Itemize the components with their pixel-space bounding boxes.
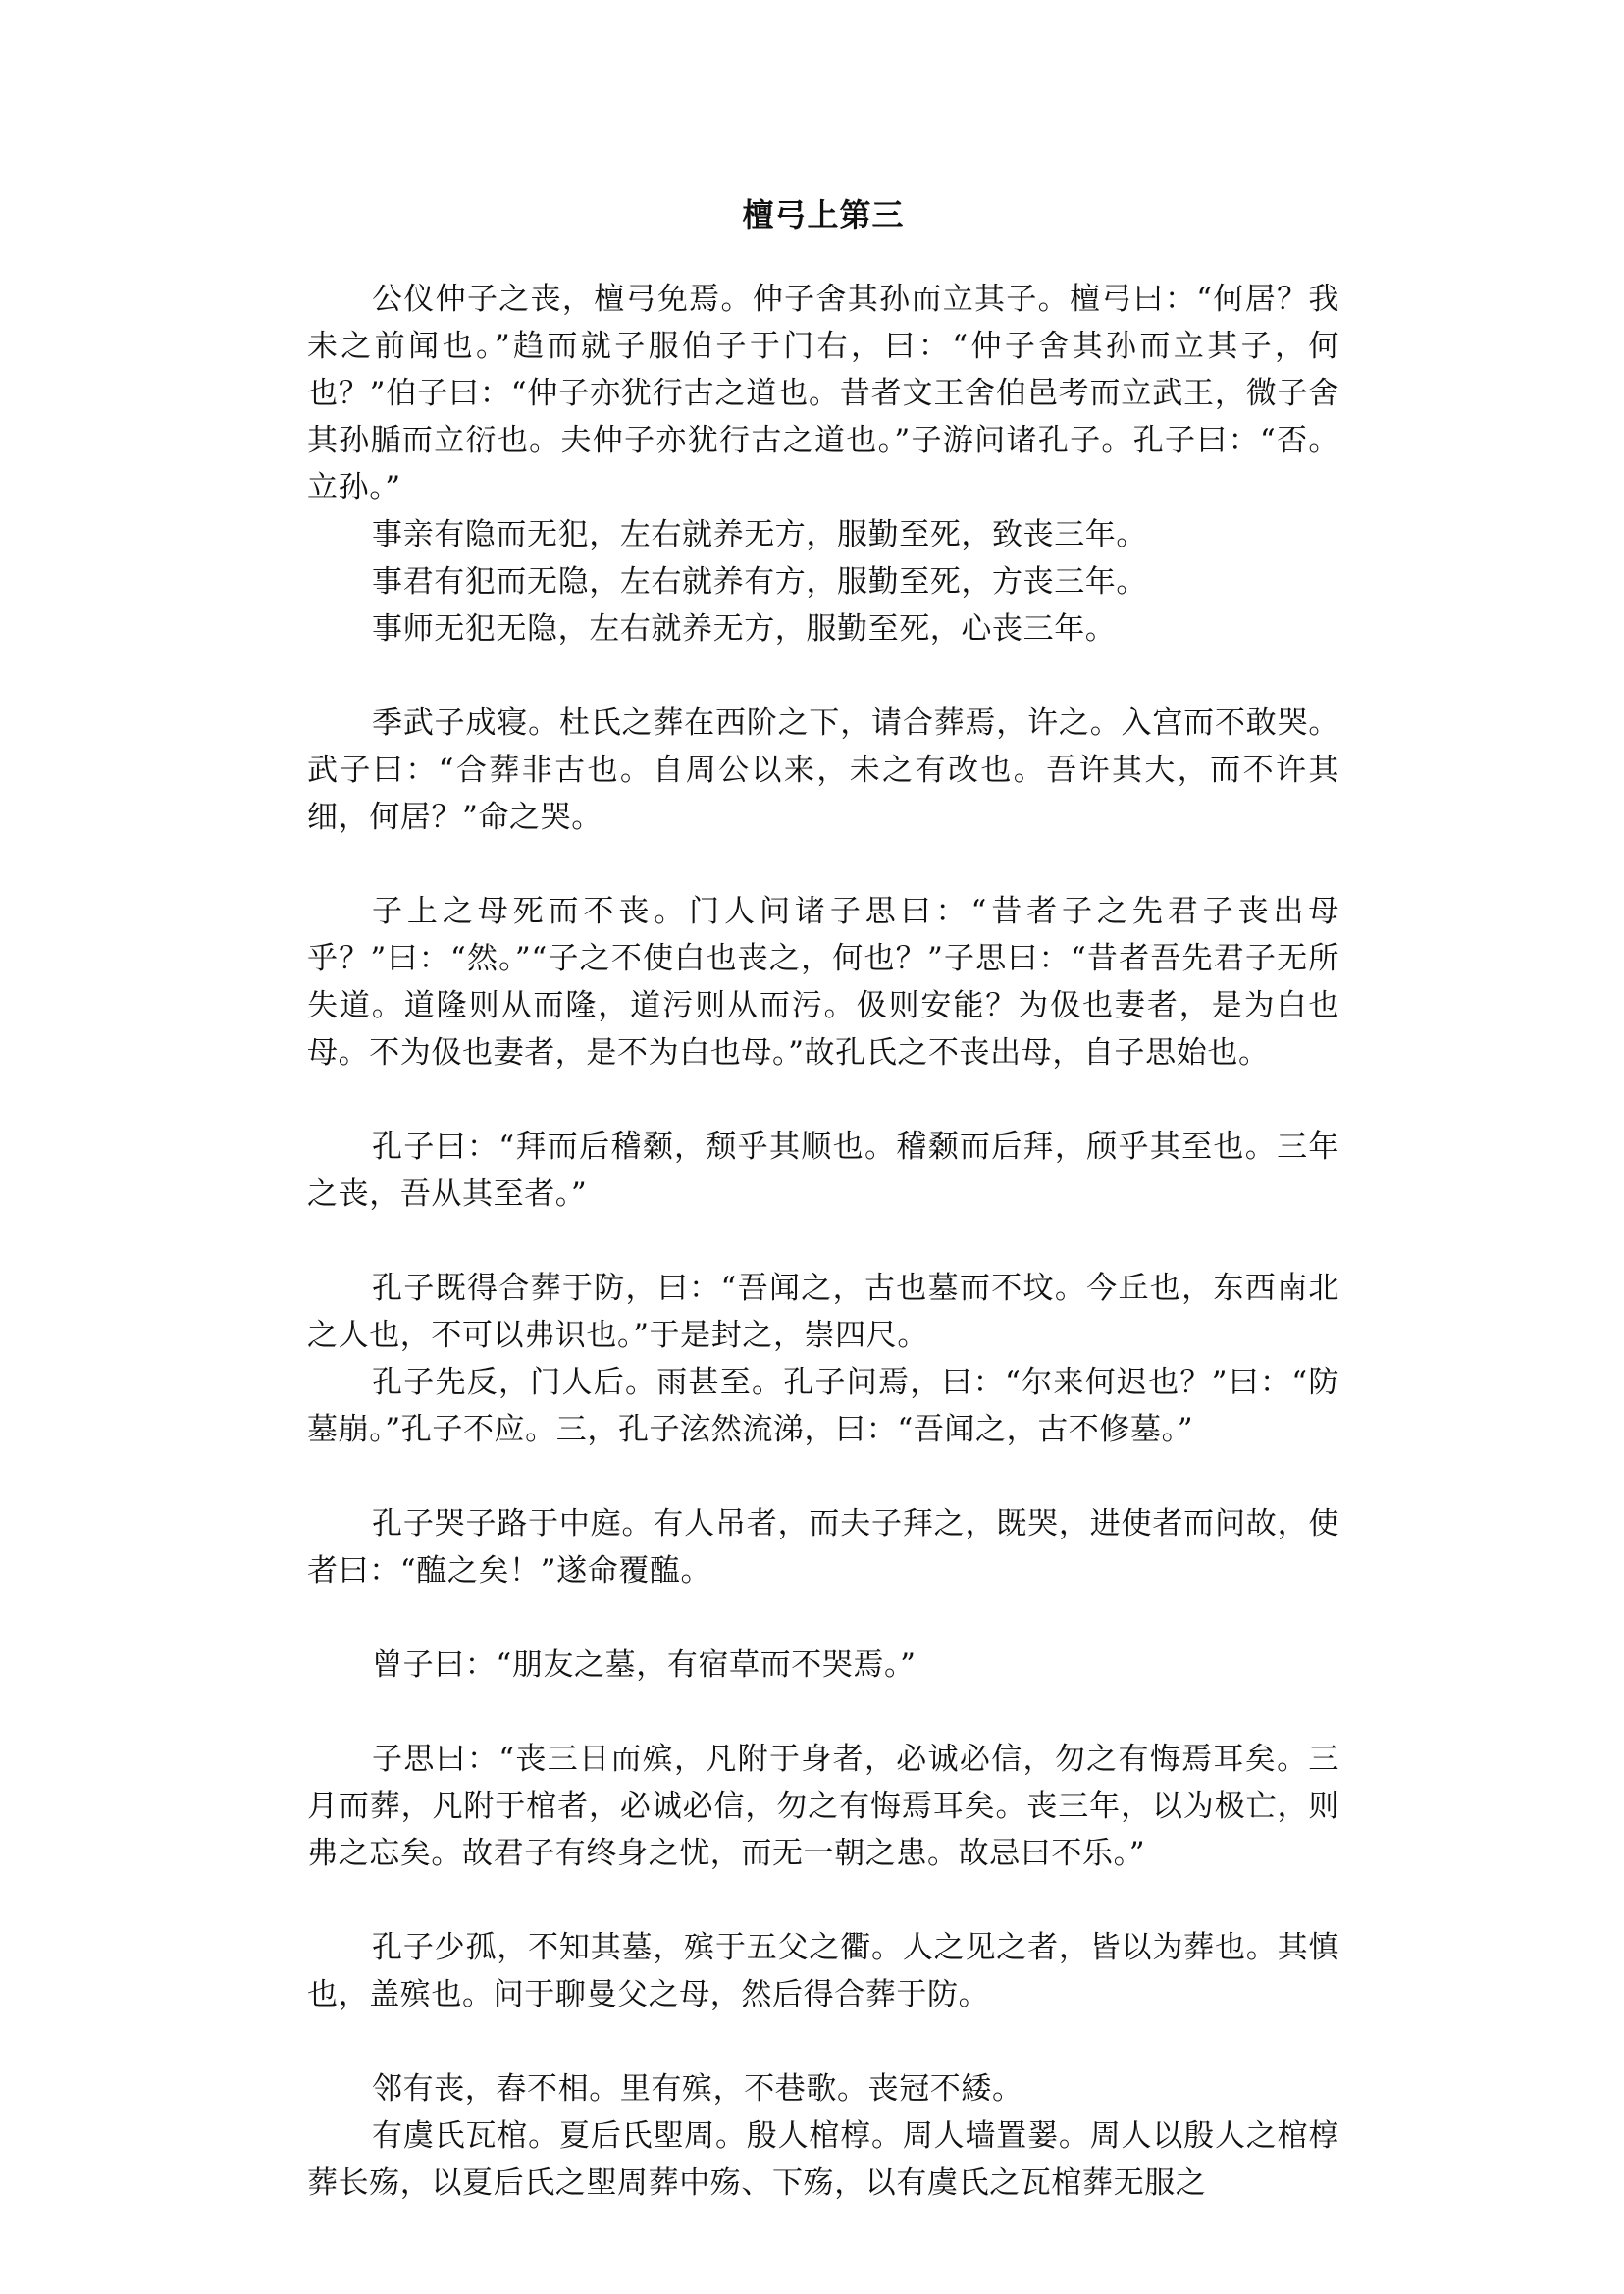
paragraph: 公仪仲子之丧，檀弓免焉。仲子舍其孙而立其子。檀弓曰：“何居？我未之前闻也。”趋而就子服伯子于门右，曰：“仲子舍其孙而立其子，何也？”伯子曰：“仲子亦犹行古之道也。昔者文王舍伯邑考而立武王，微子舍其孙腯而立衍也。夫仲子亦犹行古之道也。”子游问诸孔子。孔子曰：“否。立孙。” xyxy=(307,282,1339,505)
section-divider xyxy=(307,1076,1339,1123)
section-divider xyxy=(307,841,1339,888)
paragraph: 事师无犯无隐，左右就养无方，服勤至死，心丧三年。 xyxy=(372,611,1117,647)
paragraph: 有虞氏瓦棺。夏后氏堲周。殷人棺椁。周人墙置翣。周人以殷人之棺椁葬长殇，以夏后氏之堲周葬中殇、下殇，以有虞氏之瓦棺葬无服之 xyxy=(307,2118,1339,2201)
paragraph: 事君有犯而无隐，左右就养有方，服勤至死，方丧三年。 xyxy=(372,564,1147,600)
document-page xyxy=(307,191,1339,2207)
paragraph: 事亲有隐而无犯，左右就养无方，服勤至死，致丧三年。 xyxy=(372,517,1147,552)
section-divider xyxy=(307,1689,1339,1736)
paragraph: 子思曰：“丧三日而殡，凡附于身者，必诚必信，勿之有悔焉耳矣。三月而葬，凡附于棺者，必诚必信，勿之有悔焉耳矣。丧三年，以为极亡，则弗之忘矣。故君子有终身之忧，而无一朝之患。故忌曰不乐。” xyxy=(307,1742,1339,1871)
document-title: 檀弓上第三 xyxy=(742,196,905,234)
paragraph: 孔子既得合葬于防，曰：“吾闻之，古也墓而不坟。今丘也，东西南北之人也，不可以弗识也。”于是封之，崇四尺。 xyxy=(307,1271,1339,1353)
section-divider xyxy=(307,1453,1339,1500)
section-divider xyxy=(307,1877,1339,1924)
section-5 xyxy=(307,1265,1339,1453)
section-1 xyxy=(307,276,1339,652)
section-10 xyxy=(307,2065,1339,2207)
section-8 xyxy=(307,1736,1339,1877)
section-divider xyxy=(307,2018,1339,2065)
section-4 xyxy=(307,1123,1339,1218)
paragraph: 孔子先反，门人后。雨甚至。孔子问焉，曰：“尔来何迟也？”曰：“防墓崩。”孔子不应。三，孔子泫然流涕，曰：“吾闻之，古不修墓。” xyxy=(307,1365,1339,1447)
paragraph: 孔子哭子路于中庭。有人吊者，而夫子拜之，既哭，进使者而问故，使者曰：“醢之矣！”遂命覆醢。 xyxy=(307,1506,1339,1589)
section-7 xyxy=(307,1642,1339,1689)
section-9 xyxy=(307,1924,1339,2018)
paragraph: 子上之母死而不丧。门人问诸子思曰：“昔者子之先君子丧出母乎？”曰：“然。”“子之不使白也丧之，何也？”子思曰：“昔者吾先君子无所失道。道隆则从而隆，道污则从而污。伋则安能？为伋也妻者，是为白也母。不为伋也妻者，是不为白也母。”故孔氏之不丧出母，自子思始也。 xyxy=(307,894,1339,1070)
paragraph: 孔子曰：“拜而后稽颡，颓乎其顺也。稽颡而后拜，颀乎其至也。三年之丧，吾从其至者。” xyxy=(307,1129,1339,1212)
section-divider xyxy=(307,652,1339,700)
paragraph: 邻有丧，舂不相。里有殡，不巷歌。丧冠不緌。 xyxy=(372,2071,1023,2107)
paragraph: 曾子曰：“朋友之墓，有宿草而不哭焉。” xyxy=(372,1647,917,1683)
paragraph: 孔子少孤，不知其墓，殡于五父之衢。人之见之者，皆以为葬也。其慎也，盖殡也。问于聊曼父之母，然后得合葬于防。 xyxy=(307,1930,1339,2012)
paragraph: 季武子成寝。杜氏之葬在西阶之下，请合葬焉，许之。入宫而不敢哭。武子曰：“合葬非古也。自周公以来，未之有改也。吾许其大，而不许其细，何居？”命之哭。 xyxy=(307,705,1339,835)
section-divider xyxy=(307,1218,1339,1265)
section-3 xyxy=(307,888,1339,1076)
section-2 xyxy=(307,700,1339,841)
section-divider xyxy=(307,1594,1339,1642)
section-6 xyxy=(307,1500,1339,1594)
